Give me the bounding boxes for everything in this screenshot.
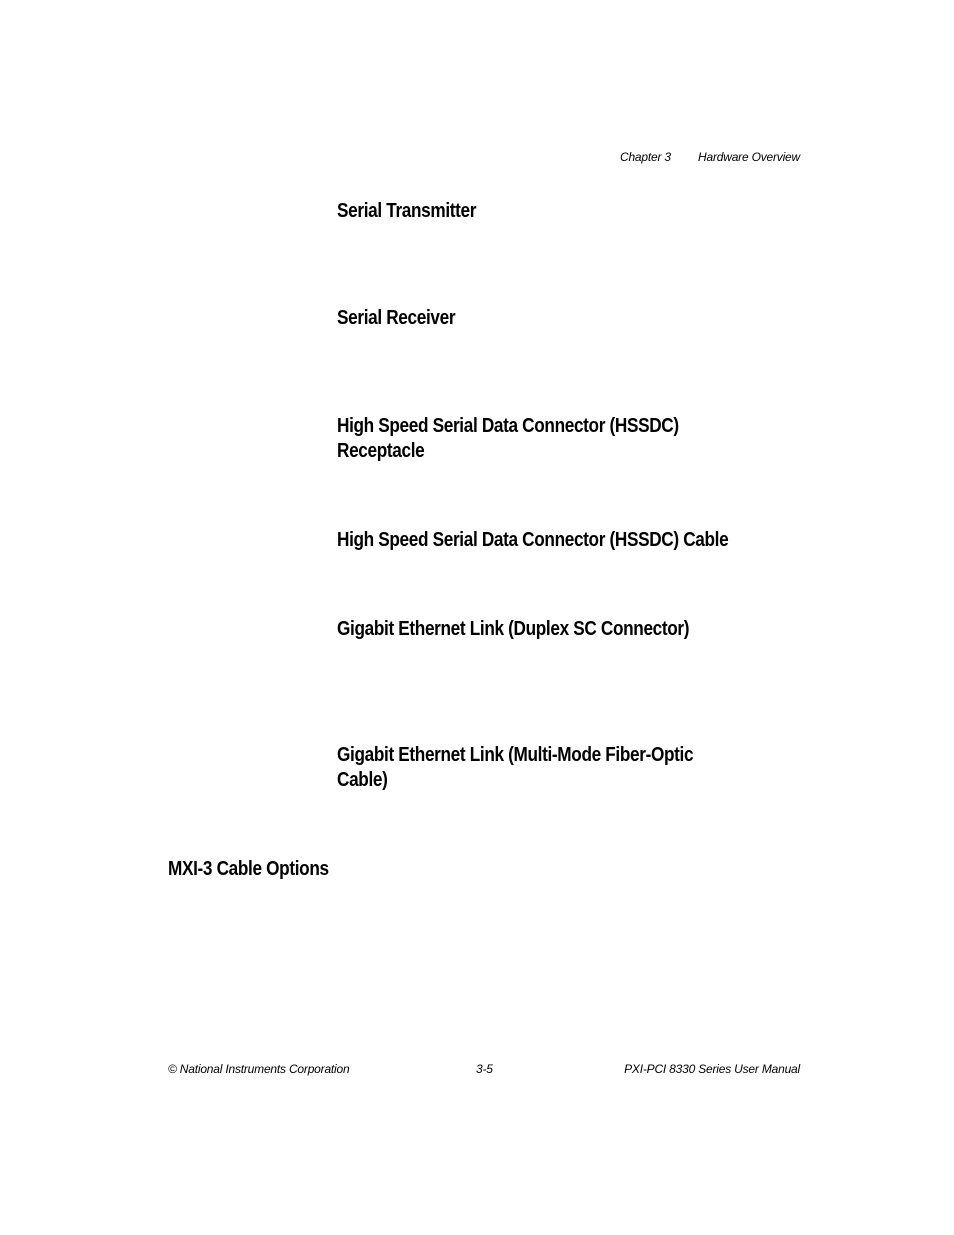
heading-hssdc-receptacle [337, 414, 801, 464]
footer-manual-title: PXI-PCI 8330 Series User Manual [624, 1062, 800, 1076]
running-head-title: Hardware Overview [698, 150, 800, 164]
running-head [620, 150, 800, 164]
heading-hssdc-cable: High Speed Serial Data Connector (HSSDC) Cable [337, 529, 729, 551]
heading-gigabit-fiber-line1: Gigabit Ethernet Link (Multi-Mode Fiber-Optic [337, 744, 694, 766]
heading-gigabit-fiber-line2: Cable) [337, 769, 388, 791]
heading-serial-receiver: Serial Receiver [337, 307, 456, 329]
heading-hssdc-receptacle-line2: Receptacle [337, 440, 425, 462]
heading-gigabit-duplex: Gigabit Ethernet Link (Duplex SC Connector) [337, 618, 690, 640]
running-head-chapter: Chapter 3 [619, 150, 671, 164]
heading-gigabit-fiber [337, 743, 801, 793]
heading-serial-transmitter: Serial Transmitter [337, 200, 477, 222]
footer-copyright: © National Instruments Corporation [168, 1062, 350, 1076]
heading-mxi3-cable-options: MXI-3 Cable Options [168, 858, 329, 880]
footer-page-number: 3-5 [476, 1062, 493, 1076]
heading-hssdc-receptacle-line1: High Speed Serial Data Connector (HSSDC) [337, 415, 679, 437]
